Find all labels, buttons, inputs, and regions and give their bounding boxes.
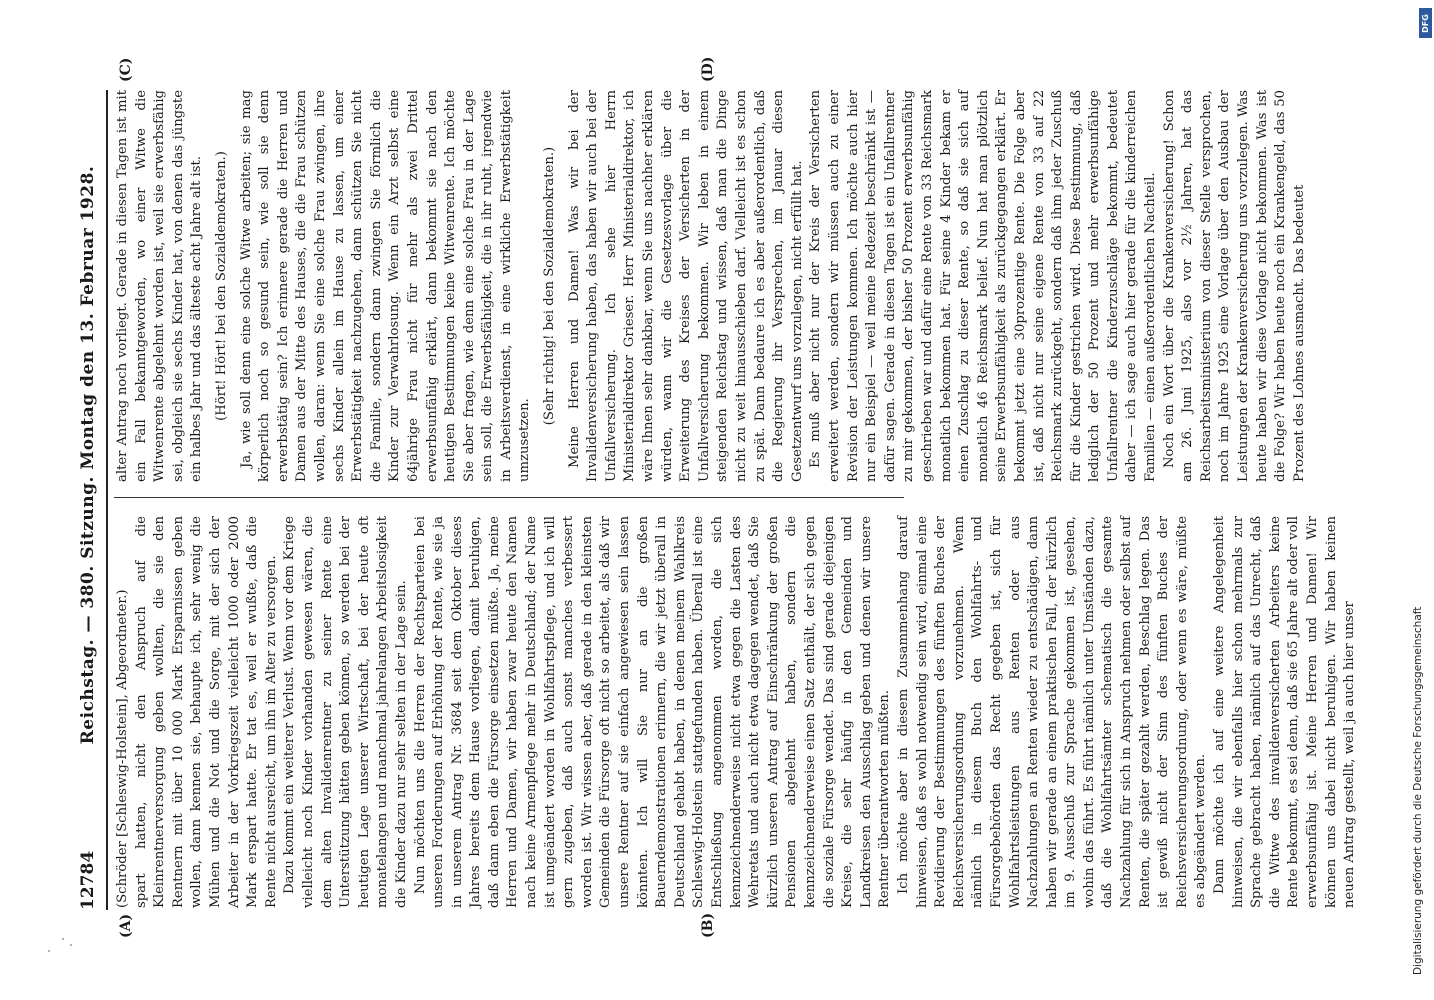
- left-column: [114, 516, 1358, 908]
- right-column: [114, 90, 1307, 482]
- paragraph: Ich möchte aber in diesem Zusammenhang darauf hinweisen, daß es wohl notwendig sein wird, einmal eine Revidierung der Bestimmungen des fünften Buches der Reichsversicherungsordnung vorzunehmen. Wenn nämlich in diesem Buch den Wohlfahrts- und Fürsorgebehörden das Recht gegeben ist, sich für Wohlfahrtsleistungen aus Renten oder aus Nachzahlungen an Renten wieder zu entschädigen, dann haben wir gerade an einem praktischen Fall, der kürzlich im 9. Ausschuß zur Sprache gekommen ist, gesehen, wohin das führt. Es führt nämlich unter Umständen dazu, daß die Wohlfahrtsämter schematisch die gesamte Nachzahlung für sich in Anspruch nehmen oder selbst auf Renten, die später gezahlt werden, Beschlag legen. Das ist gewiß nicht der Sinn des fünften Buches der Reichsversicherungsordnung, oder wenn es wäre, müßte es abgeändert werden.: [895, 516, 1209, 908]
- paragraph: Es muß aber nicht nur der Kreis der Versicherten erweitert werden, sondern wir müssen auch zu einer Revision der Leistungen kommen. Ich möchte auch hier nur ein Beispiel — weil meine Redezeit beschränkt ist — dafür sagen. Gerade in diesen Tagen ist ein Unfallrentner zu mir gekommen, der bisher 50 Prozent erwerbsunfähig geschrieben war und dafür eine Rente von 33 Reichsmark monatlich bekommen hat. Für seine 4 Kinder bekam er einen Zuschlag zu dieser Rente, so daß sie sich auf monatlich 46 Reichsmark belief. Nun hat man plötzlich seine Erwerbsunfähigkeit als zurückgegangen erklärt. Er bekommt jetzt eine 30prozentige Rente. Die Folge aber ist, daß nicht nur seine eigene Rente von 33 auf 22 Reichsmark zurückgeht, sondern daß ihm jeder Zuschuß für die Kinder gestrichen wird. Diese Bestimmung, daß lediglich der 50 Prozent und mehr erwerbsunfähige Unfallrentner die Kinderzuschläge bekommt, bedeutet daher — ich sage auch hier gerade für die kinderreichen Familien — einen außerordentlichen Nachteil.: [808, 90, 1159, 482]
- margin-marker-a: (A): [118, 913, 134, 938]
- interjection: (Hört! Hört! bei den Sozialdemokraten.): [213, 151, 229, 421]
- paragraph: Dazu kommt ein weiterer Verlust. Wenn vor dem Kriege vielleicht noch Kinder vorhanden gewesen wären, die dem alten Invalidenrentner zu seiner Rente eine Unterstützung hätten geben können, so werden bei der heutigen Lage unserer Wirtschaft, bei der heute oft monatelangen und manchmal jahrelangen Arbeitslosigkeit die Kinder dazu nur sehr selten in der Lage sein.: [282, 516, 409, 908]
- header-rule: [106, 90, 108, 910]
- paragraph: Ja, wie soll denn eine solche Witwe arbeiten; sie mag körperlich noch so gesund sein, wie soll sie denn erwerbstätig sein? Ich erinnere gerade die Herren und Damen aus der Mitte des Hauses, die die Frau schützen wollen, daran: wenn Sie eine solche Frau zwingen, ihre sechs Kinder allein im Hause zu lassen, um einer Erwerbstätigkeit nachzugehen, dann schützen Sie nicht die Familie, sondern dann zwingen Sie förmlich die Kinder zur Verwahrlosung. Wenn ein Arzt selbst eine 64jährige Frau nicht für mehr als zwei Drittel erwerbsunfähig erklärt, dann bekommt sie nach den heutigen Bestimmungen keine Witwenrente. Ich möchte Sie aber fragen, wie denn eine solche Frau in der Lage sein soll, die Erwerbsfähigkeit, die in ihr ruht, irgendwie in Arbeitsverdienst, in eine wirkliche Erwerbstätigkeit umzusetzen.: [238, 90, 533, 482]
- paragraph: Noch ein Wort über die Krankenversicherung! Schon am 26. Juni 1925, also vor 2½ Jahren, hat das Reichsarbeitsministerium von dieser Stelle versprochen, noch im Jahre 1925 eine Vorlage über den Ausbau der Leistungen der Krankenversicherung uns vorzulegen. Was heute haben wir diese Vorlage nicht bekommen. Was ist die Folge? Wir haben heute noch ein Krankengeld, das 50 Prozent des Lohnes ausmacht. Das bedeutet: [1161, 90, 1307, 482]
- page-number: 12784: [78, 850, 98, 910]
- paragraph: Dann möchte ich auf eine weitere Angelegenheit hinweisen, die wir ebenfalls hier schon mehrmals zur Sprache gebracht haben, nämlich auf das Unrecht, daß die Witwe des invalidenversicherten Arbeiters keine Rente bekommt, es sei denn, daß sie 65 Jahre alt oder voll erwerbsunfähig ist. Meine Herren und Damen! Wir können uns dabei nicht beruhigen. Wir haben keinen neuen Antrag gestellt, weil ja auch hier unser: [1212, 516, 1358, 908]
- page-header: [78, 90, 108, 910]
- scan-speck: [70, 944, 72, 946]
- funding-notice: Digitalisierung gefördert durch die Deutsche Forschungsgemeinschaft: [1412, 606, 1424, 975]
- interjection: (Sehr richtig! bei den Sozialdemokraten.): [542, 146, 558, 426]
- scan-speck: [62, 938, 64, 940]
- paragraph: Nun möchten uns die Herren der Rechtsparteien bei unseren Forderungen auf Erhöhung der Rente, wie sie ja in unserem Antrag Nr. 3684 seit dem Oktober dieses Jahres bereits dem Hause vorliegen, damit beruhigen, daß dann eben die Fürsorge einsetzen müßte. Ja, meine Herren und Damen, wir haben zwar heute den Namen nach keine Armenpflege mehr in Deutschland; der Name ist umgeändert worden in Wohlfahrtspflege, und ich will gern zugeben, daß auch sonst manches verbessert worden ist. Wir wissen aber, daß gerade in den kleinsten Gemeinden die Fürsorge oft nicht so arbeitet, als daß wir unsere Rentner auf sie einfach angewiesen sein lassen könnten. Ich will Sie nur an die großen Bauerndemonstrationen erinnern, die wir jetzt überall in Deutschland gehabt haben, in denen meinem Wahlkreis Schleswig-Holstein stattgefunden haben. Überall ist eine Entschließung angenommen worden, die sich kennzeichnenderweise nicht etwa gegen die Lasten des Wehretats und auch nicht etwa dagegen wendet, daß Sie kürzlich unseren Antrag auf Einschränkung der großen Pensionen abgelehnt haben, sondern die kennzeichnenderweise einen Satz enthält, der sich gegen die soziale Fürsorge wendet. Das sind gerade diejenigen Kreise, die sehr häufig in den Gemeinden und Landkreisen den Ausschlag geben und denen wir unsere Rentner überantworten müßten.: [412, 516, 893, 908]
- paragraph: alter Antrag noch vorliegt. Gerade in diesen Tagen ist mit ein Fall bekanntgeworden, wo einer Witwe die Witwenrente abgelehnt worden ist, weil sie erwerbsfähig sei, obgleich sie sechs Kinder hat, von denen das jüngste ein halbes Jahr und das älteste acht Jahre alt ist.: [115, 90, 205, 482]
- column-divider: [114, 497, 904, 498]
- margin-marker-b: (B): [700, 912, 716, 938]
- margin-marker-d: (D): [700, 56, 716, 82]
- margin-marker-c: (C): [118, 57, 134, 82]
- scan-speck: [48, 950, 50, 952]
- paragraph: spart hatten, nicht den Anspruch auf die Kleinrentnerversorgung geben wollten, die sie den Rentnern mit über 10 000 Mark Ersparnissen geben wollen, dann kennen sie, behaupte ich, sehr wenig die Mühen und die Not und die Sorge, mit der sich der Arbeiter in der Vorkriegszeit vielleicht 1000 oder 2000 Mark erspart hatte. Er tat es, weil er wußte, daß die Rente nicht ausreicht, um ihn im Alter zu versorgen.: [133, 516, 279, 908]
- paragraph: Meine Herren und Damen! Was wir bei der Invalidenversicherung haben, das haben wir auch bei der Unfallversicherung. Ich sehe hier Herrn Ministerialdirektor Grieser. Herr Ministerialdirektor, ich wäre Ihnen sehr dankbar, wenn Sie uns nachher erklären würden, wann wir die Gesetzesvorlage über die Erweiterung des Kreises der Versicherten in der Unfallversicherung bekommen. Wir leben in einem steigenden Reichstag und wissen, daß man die Dinge nicht zu weit hinausschieben darf. Vielleicht ist es schon zu spät. Dann bedaure ich es aber außerordentlich, daß die Regierung ihr Versprechen, im Januar diesen Gesetzentwurf uns vorzulegen, nicht erfüllt hat.: [566, 90, 805, 482]
- paragraph: (Schröder [Schleswig-Holstein], Abgeordneter.): [115, 589, 130, 908]
- page-title: Reichstag. — 380. Sitzung. Montag den 13. Februar 1928.: [78, 165, 98, 745]
- dfg-logo: DFG: [1419, 8, 1432, 38]
